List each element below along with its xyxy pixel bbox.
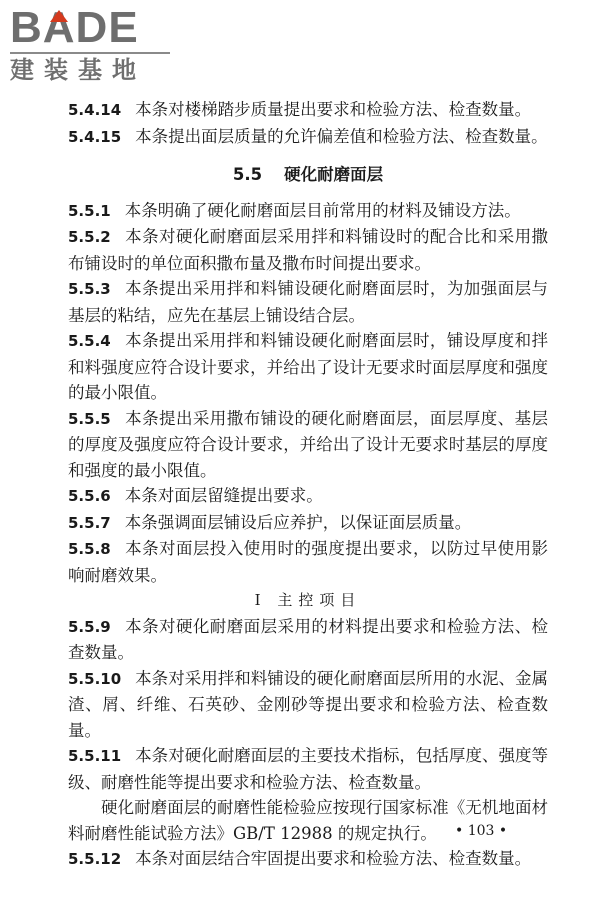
clause-text: 本条提出采用拌和料铺设硬化耐磨面层时，为加强面层与基层的粘结，应先在基层上铺设结合层。 bbox=[68, 279, 548, 325]
logo-divider bbox=[10, 52, 170, 54]
logo-word-text: BADE bbox=[10, 3, 139, 52]
subsection-heading: Ⅰ 主控项目 bbox=[254, 591, 362, 609]
clause-5-5-6 bbox=[68, 483, 548, 510]
page-number: • 103 • bbox=[455, 823, 508, 839]
clause-number: 5.5.4 bbox=[68, 332, 111, 350]
clause-number: 5.5.10 bbox=[68, 669, 122, 688]
clause-5-5-11 bbox=[68, 743, 548, 795]
clause-5-5-9 bbox=[68, 614, 548, 666]
clause-text: 本条提出采用拌和料铺设硬化耐磨面层时，铺设厚度和拌和料强度应符合设计要求，并给出了设计无要求时面层厚度和强度的最小限值。 bbox=[68, 331, 548, 402]
clause-5-5-4 bbox=[68, 328, 548, 406]
clause-number: 5.4.14 bbox=[68, 101, 122, 119]
clause-text: 本条提出采用撒布铺设的硬化耐磨面层，面层厚度、基层的厚度及强度应符合设计要求，并给出了设计无要求时基层的厚度和强度的最小限值。 bbox=[68, 408, 548, 480]
section-title: 硬化耐磨面层 bbox=[284, 165, 384, 184]
clause-number: 5.5.12 bbox=[68, 850, 122, 868]
clause-number: 5.5.8 bbox=[68, 540, 111, 558]
clause-text: 本条对采用拌和料铺设的硬化耐磨面层所用的水泥、金属渣、屑、纤维、石英砂、金刚砂等提出要求和检验方法、检查数量。 bbox=[68, 668, 548, 740]
logo-subtitle: 建装基地 bbox=[10, 56, 146, 84]
logo-wordmark bbox=[10, 3, 139, 52]
clause-5-5-5 bbox=[68, 406, 548, 484]
clause-number: 5.4.15 bbox=[68, 127, 122, 146]
document-body bbox=[68, 97, 548, 873]
section-heading bbox=[68, 162, 548, 188]
clause-number: 5.5.7 bbox=[68, 513, 111, 532]
clause-number: 5.5.1 bbox=[68, 201, 111, 220]
clause-text: 本条对面层结合牢固提出要求和检验方法、检查数量。 bbox=[135, 849, 532, 868]
clause-text: 本条提出面层质量的允许偏差值和检验方法、检查数量。 bbox=[135, 126, 548, 146]
logo bbox=[10, 3, 180, 85]
clause-5-5-7 bbox=[68, 510, 548, 537]
clause-number: 5.5.3 bbox=[68, 280, 111, 298]
clause-5-4-15 bbox=[68, 124, 548, 151]
clause-text: 本条对面层留缝提出要求。 bbox=[124, 486, 323, 505]
clause-5-4-14 bbox=[68, 97, 548, 124]
clause-text: 本条对楼梯踏步质量提出要求和检验方法、检查数量。 bbox=[135, 100, 532, 119]
clause-5-5-3 bbox=[68, 276, 548, 328]
clause-text: 本条对硬化耐磨面层采用的材料提出要求和检验方法、检查数量。 bbox=[68, 616, 548, 662]
clause-text: 本条对硬化耐磨面层采用拌和料铺设时的配合比和采用撒布铺设时的单位面积撒布量及撒布时间提出要求。 bbox=[68, 227, 548, 273]
clause-number: 5.5.9 bbox=[68, 617, 111, 636]
indented-note: 硬化耐磨面层的耐磨性能检验应按现行国家标准《无机地面材料耐磨性能试验方法》GB/T 12988 的规定执行。 bbox=[68, 798, 548, 843]
section-number: 5.5 bbox=[232, 165, 263, 184]
clause-number: 5.5.5 bbox=[68, 409, 111, 428]
logo-accent-triangle-icon bbox=[50, 10, 68, 22]
clause-5-5-8 bbox=[68, 536, 548, 588]
clause-5-5-2 bbox=[68, 224, 548, 276]
clause-text: 本条明确了硬化耐磨面层目前常用的材料及铺设方法。 bbox=[124, 200, 521, 220]
clause-text: 本条强调面层铺设后应养护，以保证面层质量。 bbox=[124, 512, 472, 532]
clause-5-5-10 bbox=[68, 666, 548, 744]
clause-number: 5.5.6 bbox=[68, 487, 111, 505]
clause-number: 5.5.2 bbox=[68, 228, 111, 246]
clause-text: 本条对硬化耐磨面层的主要技术指标，包括厚度、强度等级、耐磨性能等提出要求和检验方法、检查数量。 bbox=[68, 746, 548, 792]
clause-number: 5.5.11 bbox=[68, 747, 122, 765]
clause-text: 本条对面层投入使用时的强度提出要求，以防过早使用影响耐磨效果。 bbox=[68, 539, 548, 585]
clause-5-5-12 bbox=[68, 846, 548, 873]
clause-5-5-1 bbox=[68, 198, 548, 225]
